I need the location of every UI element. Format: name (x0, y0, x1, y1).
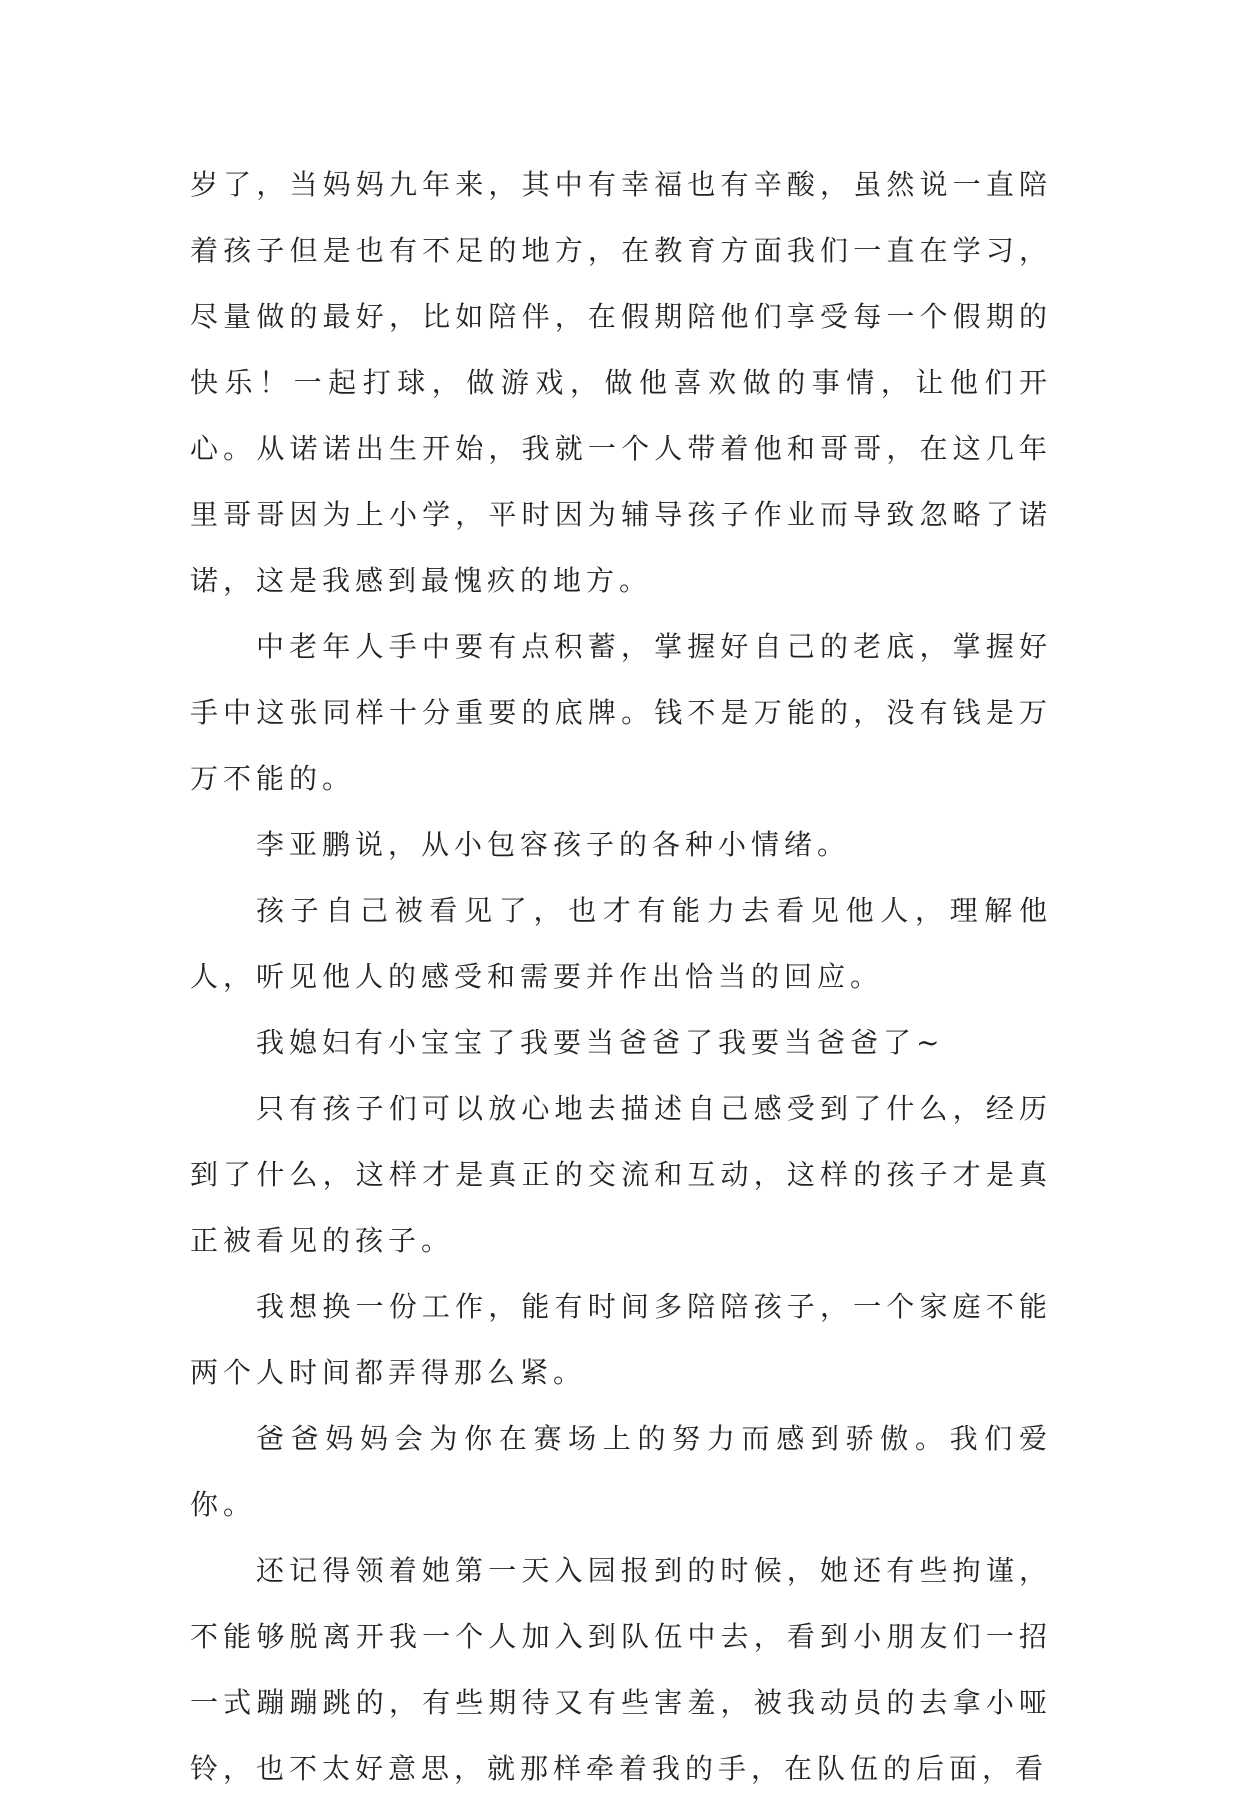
paragraph-1: 岁了，当妈妈九年来，其中有幸福也有辛酸，虽然说一直陪着孩子但是也有不足的地方，在教育方面我们一直在学习，尽量做的最好，比如陪伴，在假期陪他们享受每一个假期的快乐！一起打球，做游戏，做他喜欢做的事情，让他们开心。从诺诺出生开始，我就一个人带着他和哥哥，在这几年里哥哥因为上小学，平时因为辅导孩子作业而导致忽略了诺诺，这是我感到最愧疚的地方。 (190, 168, 1052, 597)
paragraph-9: 还记得领着她第一天入园报到的时候，她还有些拘谨，不能够脱离开我一个人加入到队伍中去，看到小朋友们一招一式蹦蹦跳的，有些期待又有些害羞，被我动员的去拿小哑铃，也不太好意思，就那样牵着我的手，在队伍的后面，看 (190, 1554, 1052, 1785)
paragraph-4: 孩子自己被看见了，也才有能力去看见他人，理解他人，听见他人的感受和需要并作出恰当的回应。 (190, 894, 1052, 993)
paragraph-2: 中老年人手中要有点积蓄，掌握好自己的老底，掌握好手中这张同样十分重要的底牌。钱不是万能的，没有钱是万万不能的。 (190, 630, 1052, 795)
paragraph-5: 我媳妇有小宝宝了我要当爸爸了我要当爸爸了~ (256, 1026, 945, 1059)
document-page (190, 152, 1052, 1802)
paragraph-7: 我想换一份工作，能有时间多陪陪孩子，一个家庭不能两个人时间都弄得那么紧。 (190, 1290, 1052, 1389)
paragraph-6: 只有孩子们可以放心地去描述自己感受到了什么，经历到了什么，这样才是真正的交流和互动，这样的孩子才是真正被看见的孩子。 (190, 1092, 1052, 1257)
paragraph-3: 李亚鹏说，从小包容孩子的各种小情绪。 (256, 828, 851, 861)
paragraph-8: 爸爸妈妈会为你在赛场上的努力而感到骄傲。我们爱你。 (190, 1422, 1052, 1521)
